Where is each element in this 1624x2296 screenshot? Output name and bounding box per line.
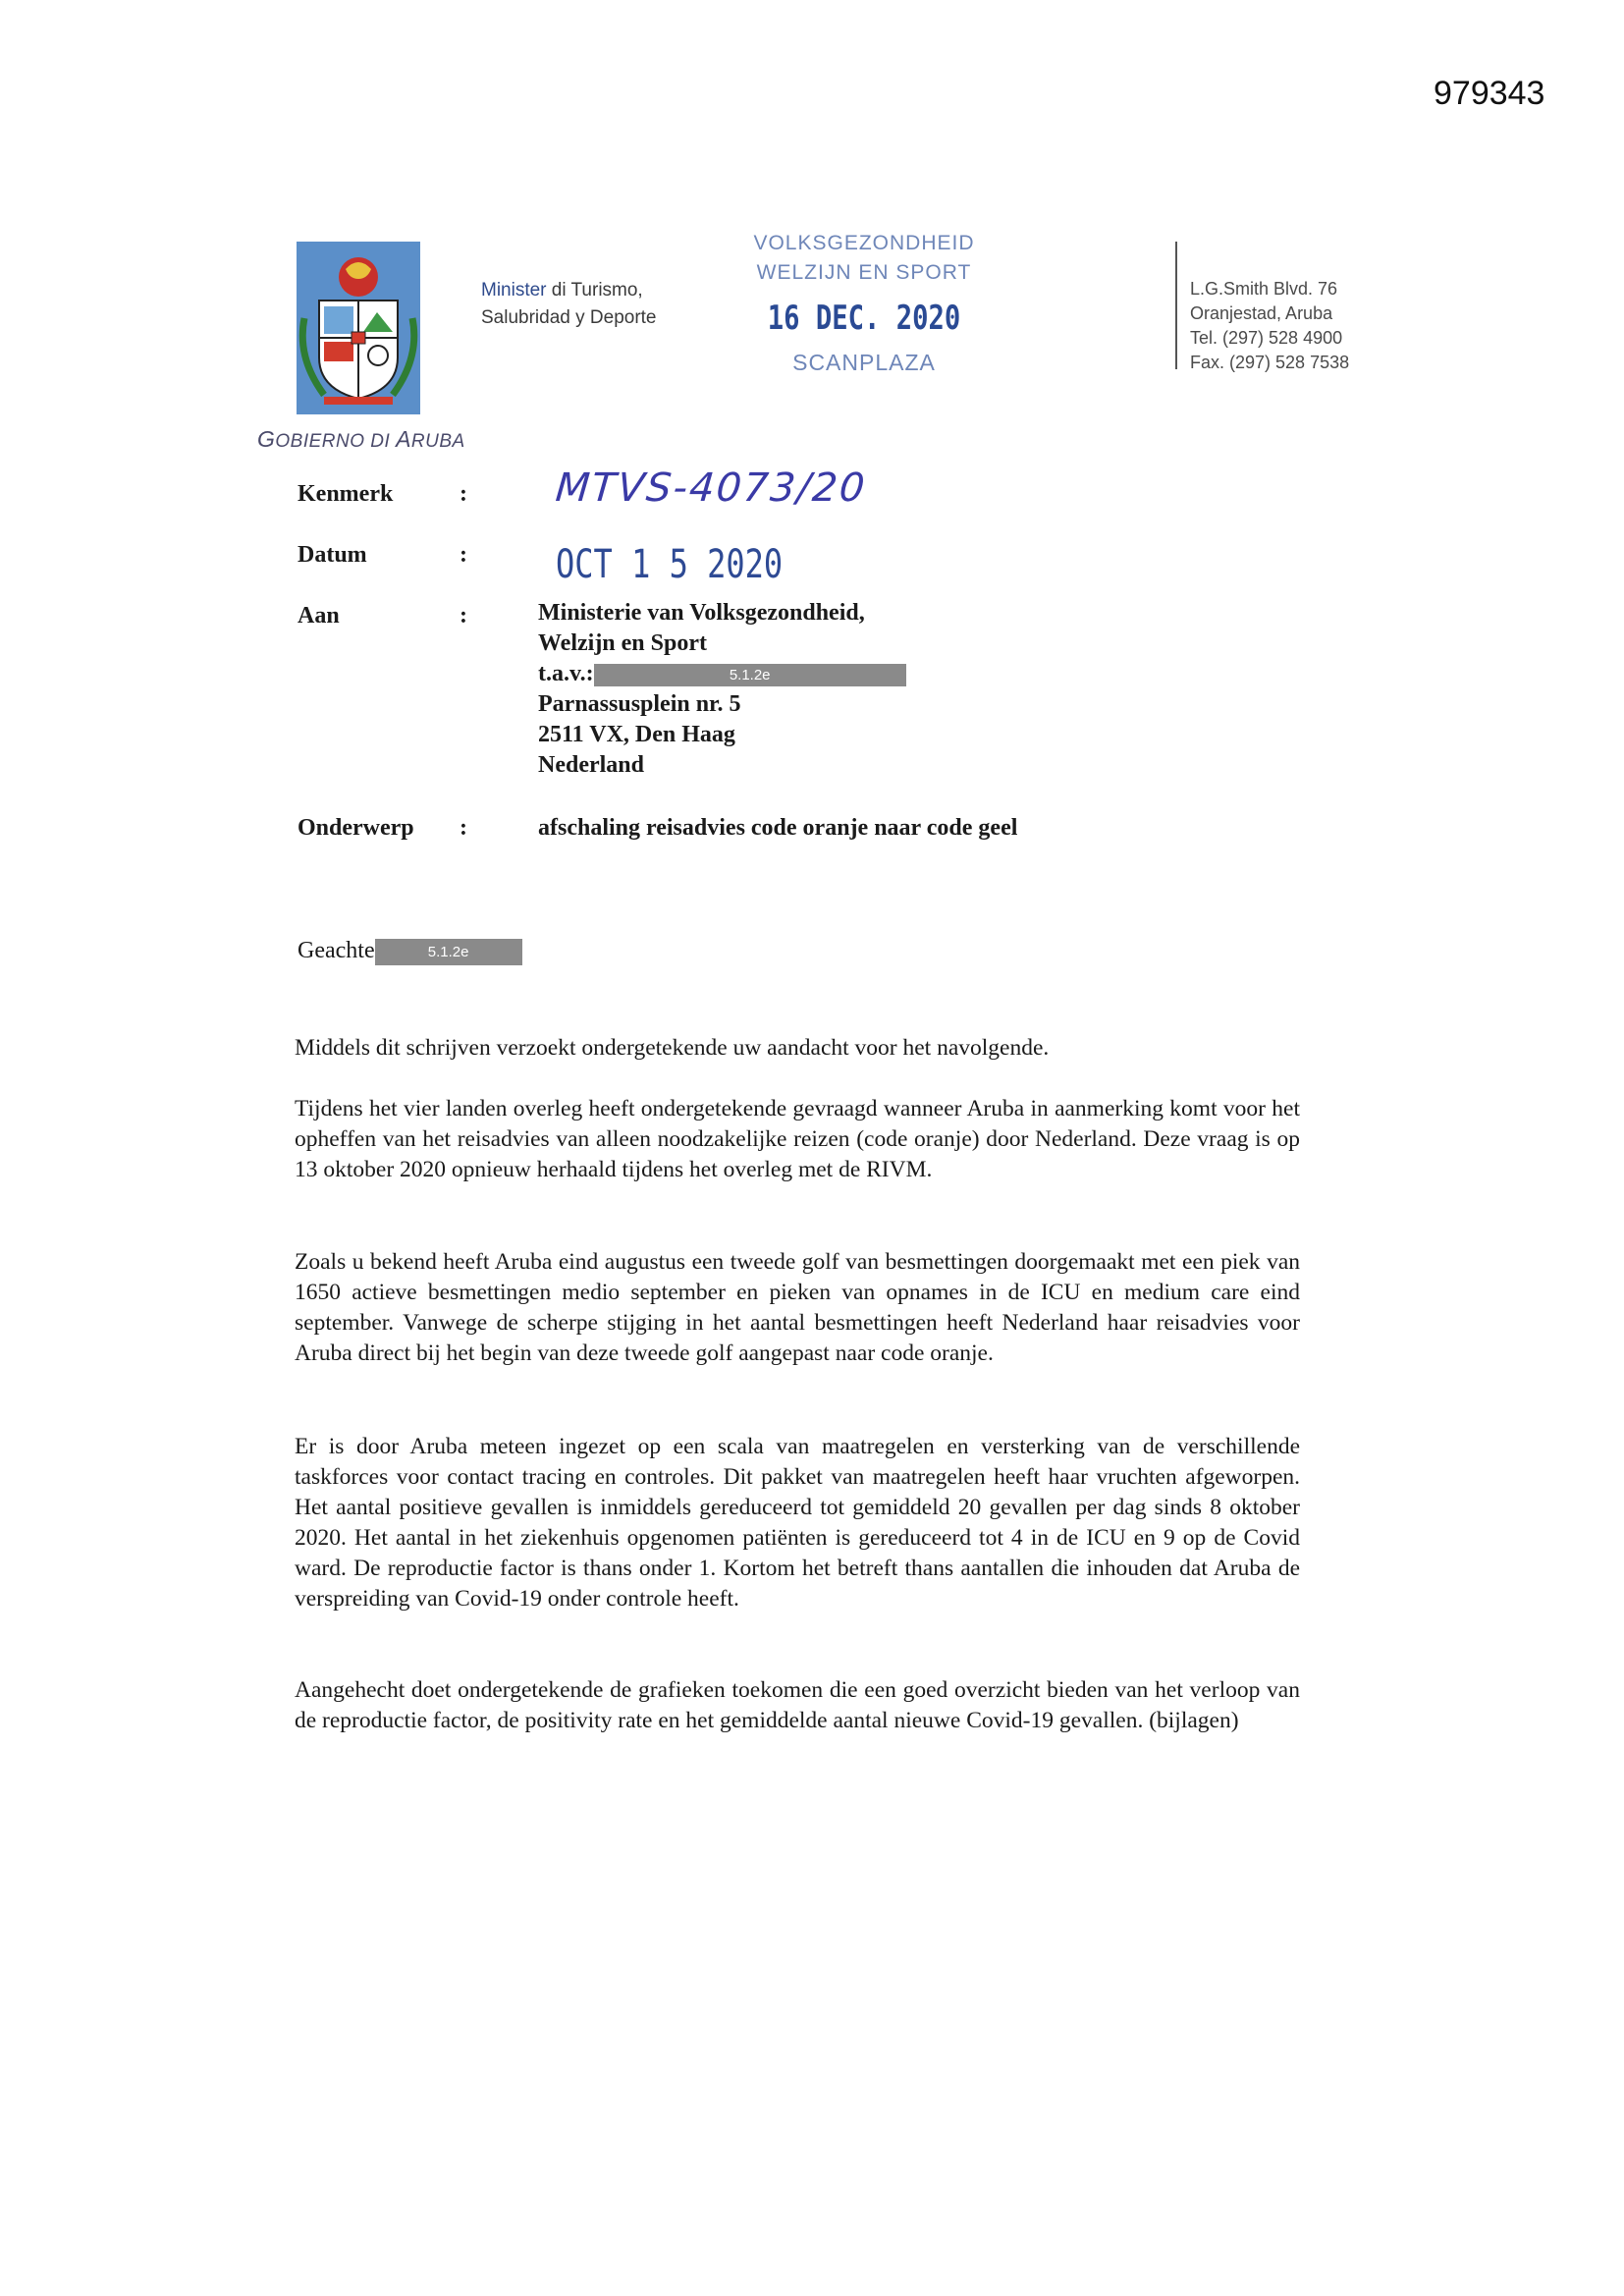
datum-colon: : (460, 542, 467, 568)
kenmerk-label: Kenmerk (298, 481, 394, 507)
datum-value: OCT 1 5 2020 (556, 542, 784, 587)
paragraph-2: Tijdens het vier landen overleg heeft ondergetekende gevraagd wanneer Aruba in aanmerking komt voor het opheffen van het reisadvies van alleen noodzakelijke reizen (code oranje) door Nederland. Deze vraag is op 13 oktober 2020 opnieuw herhaald tijdens het overleg met de RIVM. (295, 1096, 1300, 1182)
minister-word: Minister (481, 280, 547, 301)
paragraph-5: Aangehecht doet ondergetekende de grafieken toekomen die een goed overzicht bieden van het verloop van de reproductie factor, de positivity rate en het gemiddelde aantal nieuwe Covid-19 gevallen. (bijlagen) (295, 1677, 1300, 1733)
stamp-line-1: VOLKSGEZONDHEID (753, 232, 975, 254)
aruba-coat-of-arms-icon (295, 240, 422, 416)
recipient-address: Ministerie van Volksgezondheid, Welzijn en Sport t.a.v.: 5.1.2e Parnassusplein nr. 5 2511 VX, Den Haag Nederland (538, 598, 906, 781)
paragraph-3: Zoals u bekend heeft Aruba eind augustus een tweede golf van besmettingen doorgemaakt met een piek van 1650 actieve besmettingen medio september en pieken van opnames in de ICU en medium care eind september. Vanwege de scherpe stijging in het aantal besmettingen heeft Nederland haar reisadvies voor Aruba direct bij het begin van deze tweede golf aangepast naar code oranje. (295, 1249, 1300, 1366)
stamp-line-4: SCANPLAZA (792, 350, 936, 375)
address-divider (1175, 242, 1177, 369)
onderwerp-colon: : (460, 815, 467, 841)
received-stamp (727, 232, 1001, 376)
paragraph-1: Middels dit schrijven verzoekt ondergetekende uw aandacht voor het navolgende. (295, 1035, 1050, 1061)
stamp-date: 16 DEC. 2020 (767, 299, 961, 338)
onderwerp-value: afschaling reisadvies code oranje naar code geel (538, 815, 1018, 841)
sender-address: L.G.Smith Blvd. 76 Oranjestad, Aruba Tel. (297) 528 4900 Fax. (297) 528 7538 (1190, 279, 1350, 372)
document-number: 979343 (1434, 75, 1545, 112)
datum-label: Datum (298, 542, 367, 568)
salutation-redaction: 5.1.2e (375, 939, 522, 965)
kenmerk-value: MTVS-4073/20 (553, 465, 869, 511)
minister-title: Minister di Turismo, Salubridad y Deporte (481, 280, 657, 328)
kenmerk-colon: : (460, 481, 467, 507)
salutation: Geachte 5.1.2e (298, 938, 522, 965)
paragraph-4: Er is door Aruba meteen ingezet op een scala van maatregelen en versterking van de verschillende taskforces voor contact tracing en controles. Dit pakket van maatregelen heeft haar vruchten afgeworpen. Het aantal positieve gevallen is inmiddels gereduceerd tot gemiddeld 20 gevallen per dag sinds 8 oktober 2020. Het aantal in het ziekenhuis opgenomen patiënten is gereduceerd tot 4 in de ICU en 9 op de Covid ward. De reproductie factor is thans onder 1. Kortom het betreft thans aantallen die inhouden dat Aruba de verspreiding van Covid-19 onder controle heeft. (295, 1434, 1300, 1612)
government-name: GOBIERNO DI ARUBA (257, 426, 465, 452)
tav-redaction: 5.1.2e (594, 664, 906, 686)
stamp-line-2: WELZIJN EN SPORT (756, 261, 972, 284)
onderwerp-label: Onderwerp (298, 815, 414, 841)
aan-colon: : (460, 603, 467, 629)
aan-label: Aan (298, 603, 340, 629)
